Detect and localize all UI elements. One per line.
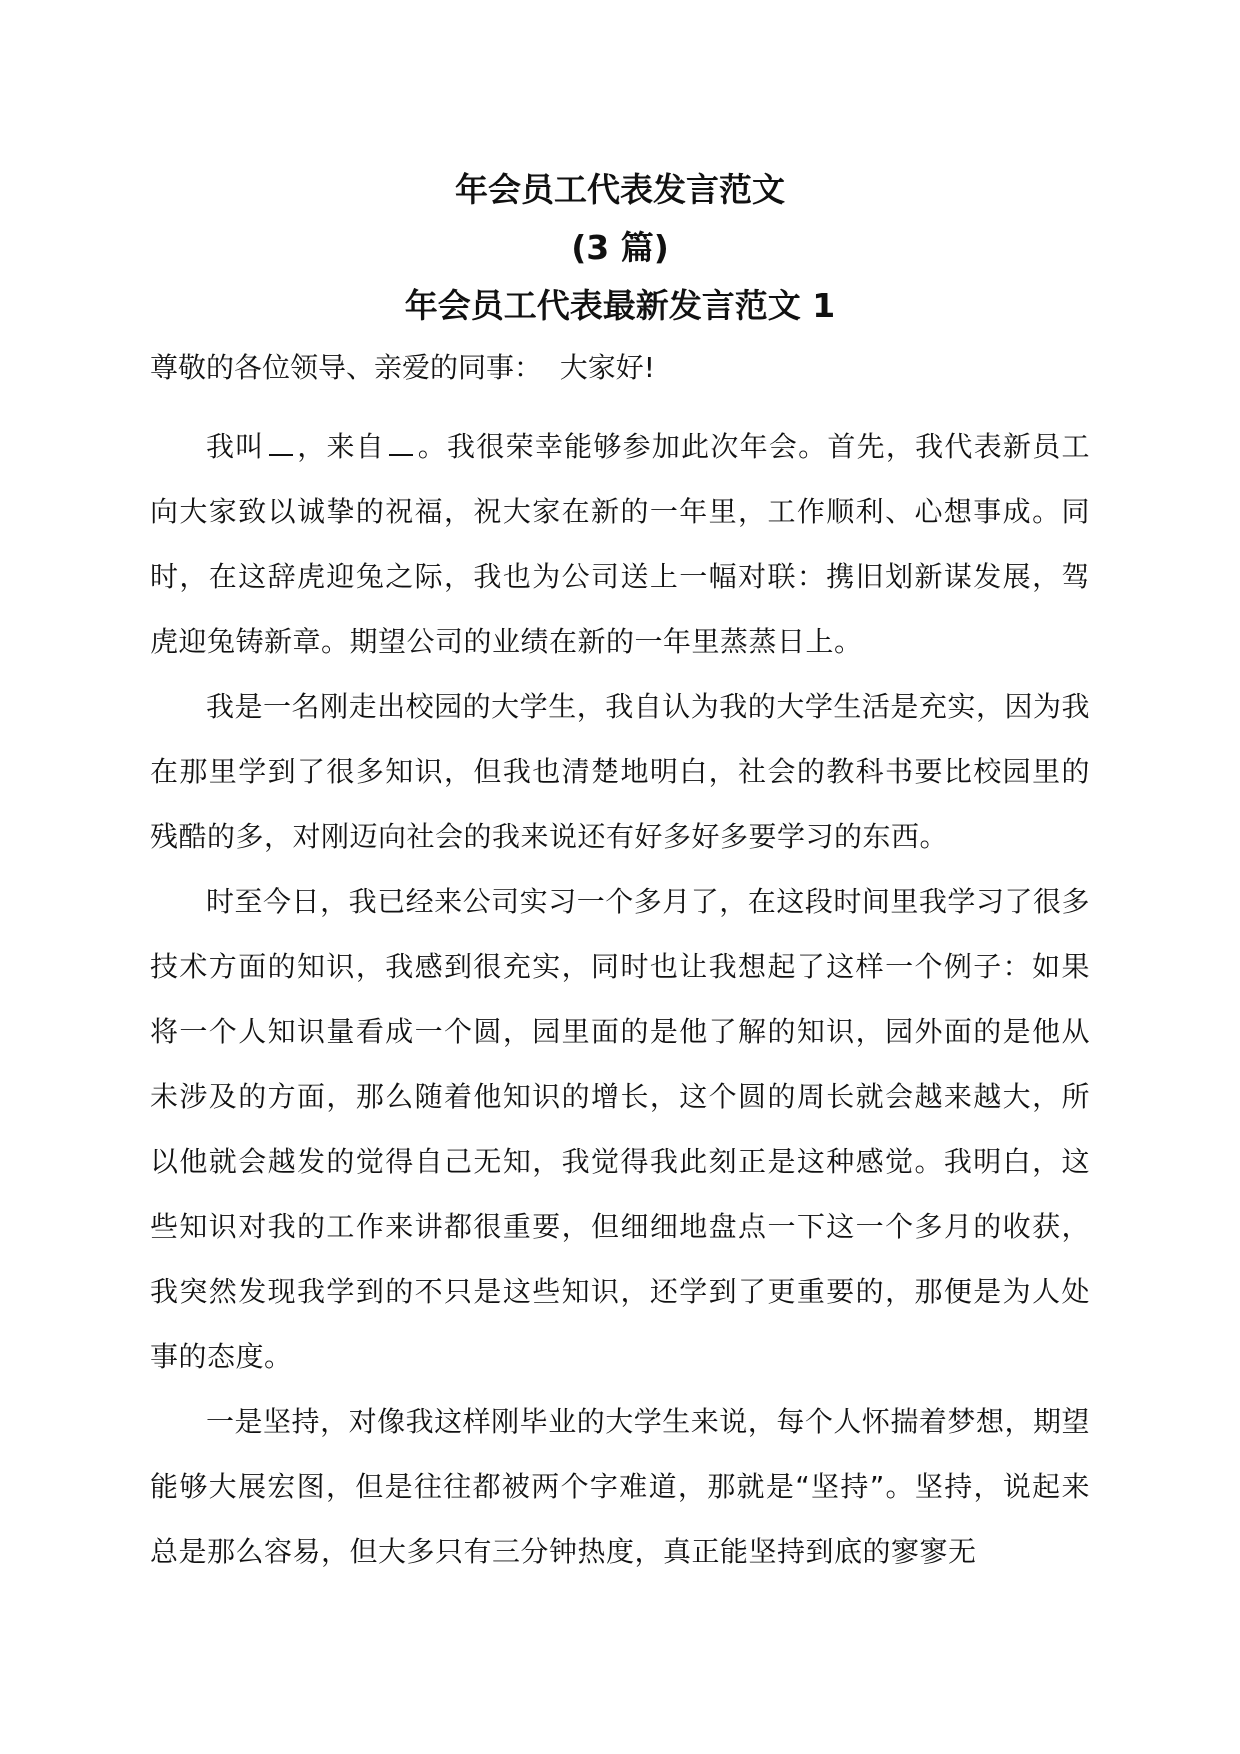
paragraph-2: 我是一名刚走出校园的大学生，我自认为我的大学生活是充实，因为我在那里学到了很多知识，但我也清楚地明白，社会的教科书要比校园里的残酷的多，对刚迈向社会的我来说还有好多好多要学习的东西。 [150, 690, 1090, 853]
section-title: 年会员工代表最新发言范文 1 [404, 286, 836, 325]
paragraph-1-part-a: 我叫 [206, 430, 265, 463]
document-page [150, 170, 1090, 1584]
document-title: 年会员工代表发言范文 [455, 170, 785, 209]
name-blank [269, 428, 293, 456]
greeting-line: 尊敬的各位领导、亲爱的同事： 大家好! [150, 351, 656, 384]
paragraph-4: 一是坚持，对像我这样刚毕业的大学生来说，每个人怀揣着梦想，期望能够大展宏图，但是往往都被两个字难道，那就是“坚持”。坚持，说起来总是那么容易，但大多只有三分钟热度，真正能坚持到底的寥寥无 [150, 1405, 1090, 1568]
origin-blank [389, 428, 413, 456]
paragraph-1 [150, 414, 1090, 674]
paragraph-3: 时至今日，我已经来公司实习一个多月了，在这段时间里我学习了很多技术方面的知识，我感到很充实，同时也让我想起了这样一个例子：如果将一个人知识量看成一个圆，园里面的是他了解的知识，园外面的是他从未涉及的方面，那么随着他知识的增长，这个圆的周长就会越来越大，所以他就会越发的觉得自己无知，我觉得我此刻正是这种感觉。我明白，这些知识对我的工作来讲都很重要，但细细地盘点一下这一个多月的收获，我突然发现我学到的不只是这些知识，还学到了更重要的，那便是为人处事的态度。 [150, 885, 1090, 1373]
paragraph-1-part-c: 。我很荣幸能够参加此次年会。首先，我代表新员工向大家致以诚挚的祝福，祝大家在新的一年里，工作顺利、心想事成。同时，在这辞虎迎兔之际，我也为公司送上一幅对联：携旧划新谋发展，驾虎迎兔铸新章。期望公司的业绩在新的一年里蒸蒸日上。 [150, 430, 1090, 658]
document-subtitle: (3 篇) [571, 228, 669, 267]
paragraph-1-part-b: ，来自 [296, 430, 386, 463]
